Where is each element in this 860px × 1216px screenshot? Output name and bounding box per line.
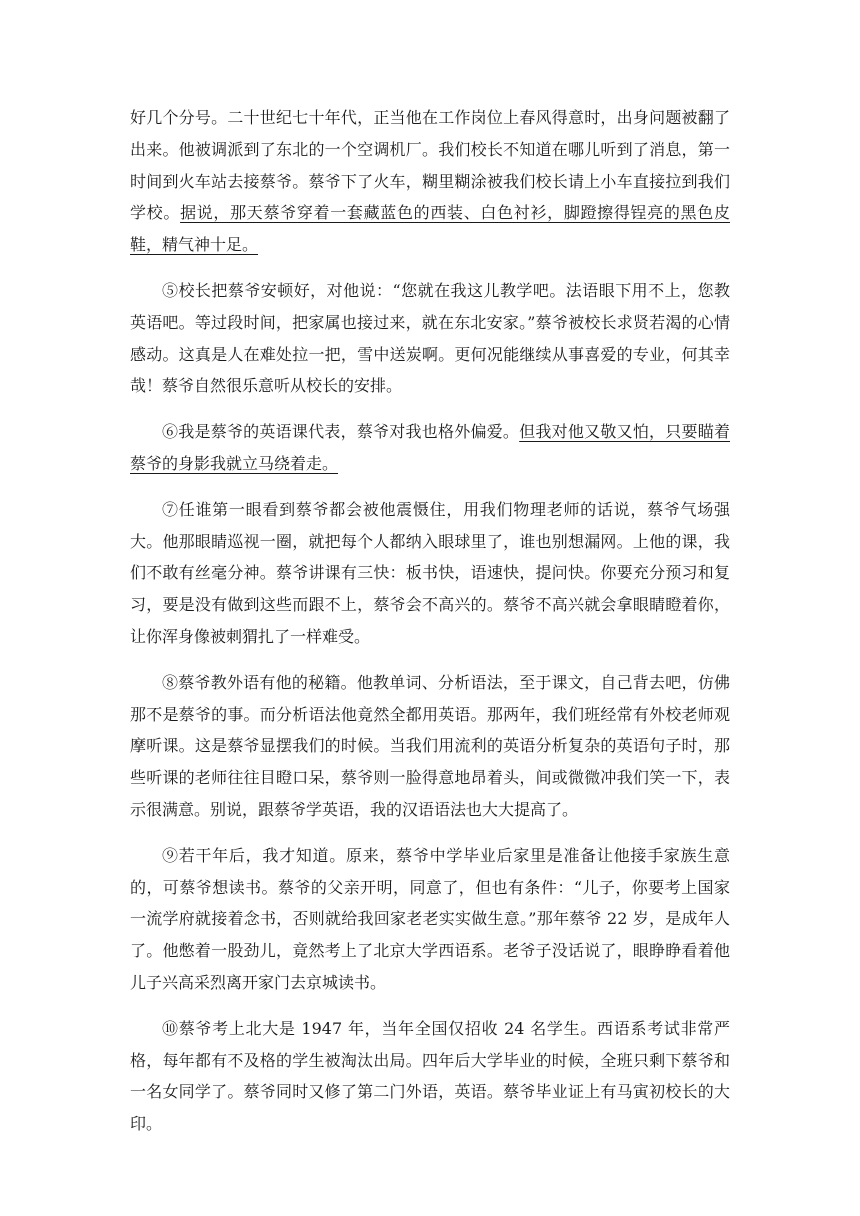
paragraph-text: ⑩蔡爷考上北大是 1947 年，当年全国仅招收 24 名学生。西语系考试非常严格，每年都有不及格的学生被淘汰出局。四年后大学毕业的时候，全班只剩下蔡爷和一名女同学了。蔡爷同时又修了第二门外语，英语。蔡爷毕业证上有马寅初校长的大印。 [130, 1018, 730, 1134]
article-body [130, 102, 730, 1154]
underlined-sentence: 但我对他又敬又怕，只要瞄着蔡爷的身影我就立马绕着走。 [130, 422, 730, 473]
paragraph-text: ⑨若干年后，我才知道。原来，蔡爷中学毕业后家里是准备让他接手家族生意的，可蔡爷想读书。蔡爷的父亲开明，同意了，但也有条件：“儿子，你要考上国家一流学府就接着念书，否则就给我回家老老实实做生意。”那年蔡爷 22 岁，是成年人了。他憋着一股劲儿，竟然考上了北京大学西语系。老爷子没话说了，眼睁睁看着他儿子兴高采烈离开家门去京城读书。 [130, 845, 730, 992]
paragraph-text: ⑧蔡爷教外语有他的秘籍。他教单词、分析语法，至于课文，自己背去吧，仿佛那不是蔡爷的事。而分析语法他竟然全都用英语。那两年，我们班经常有外校老师观摩听课。这是蔡爷显摆我们的时候。当我们用流利的英语分析复杂的英语句子时，那些听课的老师往往目瞪口呆，蔡爷则一脸得意地昂着头，间或微微冲我们笑一下，表示很满意。别说，跟蔡爷学英语，我的汉语语法也大大提高了。 [130, 672, 730, 819]
paragraph-text: 好几个分号。二十世纪七十年代，正当他在工作岗位上春风得意时，出身问题被翻了出来。他被调派到了东北的一个空调机厂。我们校长不知道在哪儿听到了消息，第一时间到火车站去接蔡爷。蔡爷下了火车，糊里糊涂被我们校长请上小车直接拉到我们学校。 [130, 108, 730, 223]
underlined-sentence: 据说，那天蔡爷穿着一套藏蓝色的西装、白色衬衫，脚蹬擦得锃亮的黑色皮鞋，精气神十足。 [130, 203, 730, 255]
paragraph-10 [130, 1013, 730, 1140]
paragraph-text: ⑥我是蔡爷的英语课代表，蔡爷对我也格外偏爱。 [162, 422, 520, 442]
paragraph-7 [130, 494, 730, 653]
paragraph-5 [130, 275, 730, 402]
paragraph-text: ⑦任谁第一眼看到蔡爷都会被他震慑住，用我们物理老师的话说，蔡爷气场强大。他那眼睛巡视一圈，就把每个人都纳入眼球里了，谁也别想漏网。上他的课，我们不敢有丝毫分神。蔡爷讲课有三快：板书快，语速快，提问快。你要充分预习和复习，要是没有做到这些而跟不上，蔡爷会不高兴的。蔡爷不高兴就会拿眼睛瞪着你，让你浑身像被刺猬扎了一样难受。 [130, 499, 730, 646]
paragraph-continued [130, 102, 730, 261]
paragraph-9 [130, 840, 730, 999]
paragraph-text: ⑤校长把蔡爷安顿好，对他说：“您就在我这儿教学吧。法语眼下用不上，您教英语吧。等过段时间，把家属也接过来，就在东北安家。”蔡爷被校长求贤若渴的心情感动。这真是人在难处拉一把，雪中送炭啊。更何况能继续从事喜爱的专业，何其幸哉！蔡爷自然很乐意听从校长的安排。 [130, 280, 730, 396]
paragraph-6 [130, 416, 730, 480]
paragraph-8 [130, 667, 730, 826]
